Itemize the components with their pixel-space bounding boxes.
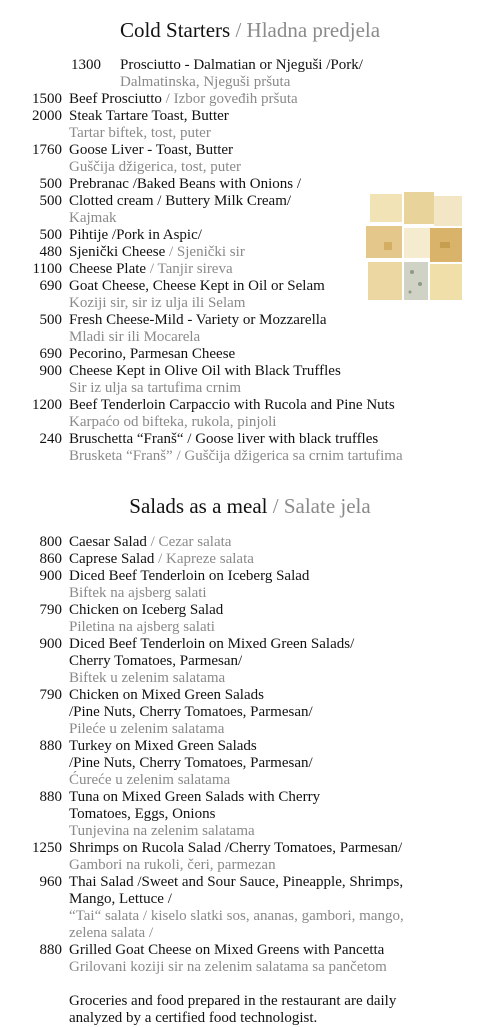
item-name: Turkey on Mixed Green Salads	[69, 738, 257, 754]
menu-item-row-continued	[0, 891, 500, 908]
item-name: Cheese Kept in Olive Oil with Black Truffles	[69, 363, 341, 379]
item-name-wrap	[69, 312, 327, 329]
menu-item-row	[0, 738, 500, 755]
item-translation-row	[0, 721, 500, 738]
item-name: Shrimps on Rucola Salad /Cherry Tomatoes, Parmesan/	[69, 840, 403, 856]
section-subtitle: Hladna predjela	[246, 18, 381, 42]
item-translation-row	[0, 159, 500, 176]
item-name-wrap	[69, 636, 354, 653]
item-name-wrap	[69, 568, 309, 585]
item-name: Fresh Cheese-Mild - Variety or Mozzarella	[69, 312, 327, 328]
item-translation-row	[0, 125, 500, 142]
item-name-wrap	[69, 193, 291, 210]
item-price: 690	[39, 346, 62, 362]
item-name: Diced Beef Tenderloin on Mixed Green Salads/	[69, 636, 355, 652]
item-name-wrap	[69, 874, 403, 891]
menu-item-row	[0, 176, 500, 193]
item-translation: “Tai“ salata / kiselo slatki sos, ananas, gambori, mango,	[69, 908, 404, 924]
item-name: Tuna on Mixed Green Salads with Cherry	[69, 789, 321, 805]
item-translation-row	[0, 670, 500, 687]
item-name: Sjenički Cheese	[69, 244, 166, 260]
item-name-wrap	[120, 57, 363, 74]
item-price: 1200	[32, 397, 62, 413]
item-name: Thai Salad /Sweet and Sour Sauce, Pineapple, Shrimps,	[69, 874, 404, 890]
item-name-wrap	[69, 738, 257, 755]
item-translation-inline: / Kapreze salata	[154, 551, 254, 567]
menu-item-row	[0, 108, 500, 125]
menu-item-row	[0, 431, 500, 448]
menu-item-row	[0, 91, 500, 108]
item-name: Chicken on Iceberg Salad	[69, 602, 224, 618]
item-name-wrap	[69, 431, 378, 448]
item-translation: Piletina na ajsberg salati	[69, 619, 215, 635]
item-name: Steak Tartare Toast, Butter	[69, 108, 229, 124]
item-price: 880	[39, 942, 62, 958]
item-name-wrap	[69, 363, 341, 380]
menu-item-row	[0, 568, 500, 585]
menu-item-row	[0, 789, 500, 806]
item-name-wrap	[69, 687, 264, 704]
item-name: Caprese Salad	[69, 551, 155, 567]
item-translation: zelena salata /	[69, 925, 154, 941]
item-translation-row	[0, 908, 500, 925]
item-translation: Mladi sir ili Mocarela	[69, 329, 201, 345]
item-price: 900	[39, 636, 62, 652]
item-translation-row	[0, 857, 500, 874]
item-name-wrap	[69, 942, 384, 959]
item-name-wrap	[69, 704, 313, 721]
menu-item-row	[0, 942, 500, 959]
item-name: Beef Tenderloin Carpaccio with Rucola and Pine Nuts	[69, 397, 395, 413]
item-price: 240	[39, 431, 62, 447]
item-price: 1300	[71, 57, 101, 73]
item-translation-row	[0, 925, 500, 942]
item-name: Bruschetta “Franš“ / Goose liver with black truffles	[69, 431, 379, 447]
menu-item-row	[0, 840, 500, 857]
item-name-wrap	[69, 142, 233, 159]
item-name-wrap	[69, 806, 215, 823]
item-translation: Brusketa “Franš” / Guščija džigerica sa crnim tartufima	[69, 448, 403, 464]
item-name-wrap	[69, 653, 242, 670]
item-translation-row	[0, 619, 500, 636]
item-price: 500	[39, 176, 62, 192]
item-name: Pecorino, Parmesan Cheese	[69, 346, 236, 362]
item-name-wrap	[69, 534, 231, 551]
item-price: 900	[39, 363, 62, 379]
item-name: /Pine Nuts, Cherry Tomatoes, Parmesan/	[69, 755, 313, 771]
item-price: 500	[39, 193, 62, 209]
item-name: Caesar Salad	[69, 534, 147, 550]
item-translation: Tunjevina na zelenim salatama	[69, 823, 255, 839]
item-translation: Ćureće u zelenim salatama	[69, 772, 231, 788]
item-name-wrap	[69, 108, 229, 125]
menu-item-row	[0, 602, 500, 619]
menu-item-row	[0, 397, 500, 414]
menu-item-row-continued	[0, 806, 500, 823]
item-name-wrap	[69, 755, 313, 772]
item-translation: Pileće u zelenim salatama	[69, 721, 225, 737]
item-price: 1250	[32, 840, 62, 856]
menu-item-row	[0, 312, 500, 329]
item-name-wrap	[69, 176, 301, 193]
item-name-wrap	[69, 91, 298, 108]
item-price: 960	[39, 874, 62, 890]
item-price: 500	[39, 312, 62, 328]
footer-note-line: Groceries and food prepared in the restaurant are daily	[69, 993, 397, 1009]
item-translation-row	[0, 414, 500, 431]
item-translation-row	[0, 329, 500, 346]
item-translation-row	[0, 74, 500, 91]
item-name: Diced Beef Tenderloin on Iceberg Salad	[69, 568, 310, 584]
item-name-wrap	[69, 602, 223, 619]
item-price: 880	[39, 789, 62, 805]
item-price: 790	[39, 687, 62, 703]
section-subtitle: Salate jela	[283, 494, 371, 518]
item-name: Beef Prosciutto	[69, 91, 162, 107]
item-translation: Gambori na rukoli, čeri, parmezan	[69, 857, 276, 873]
item-name: Cherry Tomatoes, Parmesan/	[69, 653, 243, 669]
item-name-wrap	[69, 551, 254, 568]
item-name: /Pine Nuts, Cherry Tomatoes, Parmesan/	[69, 704, 313, 720]
title-separator: /	[272, 494, 284, 518]
item-name: Pihtije /Pork in Aspic/	[69, 227, 202, 243]
item-translation: Karpaćo od bifteka, rukola, pinjoli	[69, 414, 277, 430]
item-name: Goose Liver - Toast, Butter	[69, 142, 234, 158]
menu-item-row	[0, 57, 500, 74]
item-price: 500	[39, 227, 62, 243]
menu-item-row	[0, 534, 500, 551]
item-price: 2000	[32, 108, 62, 124]
item-translation: Guščija džigerica, tost, puter	[69, 159, 242, 175]
item-name: Prebranac /Baked Beans with Onions /	[69, 176, 302, 192]
section-title: Cold Starters	[119, 18, 231, 42]
item-price: 1760	[32, 142, 62, 158]
item-translation-row	[0, 959, 500, 976]
item-name: Cheese Plate	[69, 261, 147, 277]
item-name: Grilled Goat Cheese on Mixed Greens with Pancetta	[69, 942, 385, 958]
title-separator: /	[235, 18, 247, 42]
item-translation-inline: / Sjenički sir	[165, 244, 245, 260]
section-title-cold-starters	[0, 17, 500, 43]
item-price: 880	[39, 738, 62, 754]
item-translation: Biftek na ajsberg salati	[69, 585, 207, 601]
menu-item-row	[0, 346, 500, 363]
item-translation-row	[0, 380, 500, 397]
item-translation: Dalmatinska, Njeguši pršuta	[120, 74, 291, 90]
item-name-wrap	[69, 397, 395, 414]
item-name: Mango, Lettuce /	[69, 891, 172, 907]
item-name: Goat Cheese, Cheese Kept in Oil or Selam	[69, 278, 325, 294]
item-translation: Sir iz ulja sa tartufima crnim	[69, 380, 242, 396]
item-translation-inline: / Tanjir sireva	[146, 261, 233, 277]
item-translation: Koziji sir, sir iz ulja ili Selam	[69, 295, 246, 311]
item-price: 1100	[32, 261, 62, 277]
section-title: Salads as a meal	[129, 494, 268, 518]
item-price: 1500	[32, 91, 62, 107]
footer-note-line: analyzed by a certified food technologist.	[69, 1010, 318, 1026]
cheese-plate-photo	[364, 192, 464, 304]
item-translation: Biftek u zelenim salatama	[69, 670, 226, 686]
item-name-wrap	[69, 227, 202, 244]
item-name-wrap	[69, 840, 402, 857]
menu-item-row-continued	[0, 704, 500, 721]
menu-item-row-continued	[0, 755, 500, 772]
footer-note	[69, 993, 396, 1010]
item-translation-row	[0, 448, 500, 465]
item-translation: Tartar biftek, tost, puter	[69, 125, 211, 141]
menu-item-row	[0, 551, 500, 568]
menu-item-row-continued	[0, 653, 500, 670]
item-price: 790	[39, 602, 62, 618]
menu-item-row	[0, 874, 500, 891]
item-name-wrap	[69, 261, 233, 278]
menu-item-row	[0, 363, 500, 380]
section-title-salads	[0, 493, 500, 519]
item-price: 900	[39, 568, 62, 584]
item-translation: Kajmak	[69, 210, 117, 226]
item-translation-row	[0, 585, 500, 602]
item-name-wrap	[69, 278, 325, 295]
menu-item-row	[0, 636, 500, 653]
item-translation-inline: / Cezar salata	[146, 534, 232, 550]
item-name-wrap	[69, 346, 235, 363]
item-name-wrap	[69, 244, 245, 261]
item-translation: Grilovani koziji sir na zelenim salatama sa pančetom	[69, 959, 387, 975]
footer-note	[69, 1010, 317, 1027]
item-name-wrap	[69, 789, 320, 806]
item-price: 690	[39, 278, 62, 294]
menu-item-row	[0, 142, 500, 159]
item-name: Clotted cream / Buttery Milk Cream/	[69, 193, 292, 209]
item-name: Tomatoes, Eggs, Onions	[69, 806, 216, 822]
item-name: Prosciutto - Dalmatian or Njeguši /Pork/	[120, 57, 363, 73]
item-name-wrap	[69, 891, 172, 908]
item-translation-inline: / Izbor goveđih pršuta	[161, 91, 298, 107]
menu-item-row	[0, 687, 500, 704]
item-price: 480	[39, 244, 62, 260]
item-translation-row	[0, 823, 500, 840]
item-price: 860	[39, 551, 62, 567]
item-translation-row	[0, 772, 500, 789]
item-price: 800	[39, 534, 62, 550]
item-name: Chicken on Mixed Green Salads	[69, 687, 264, 703]
